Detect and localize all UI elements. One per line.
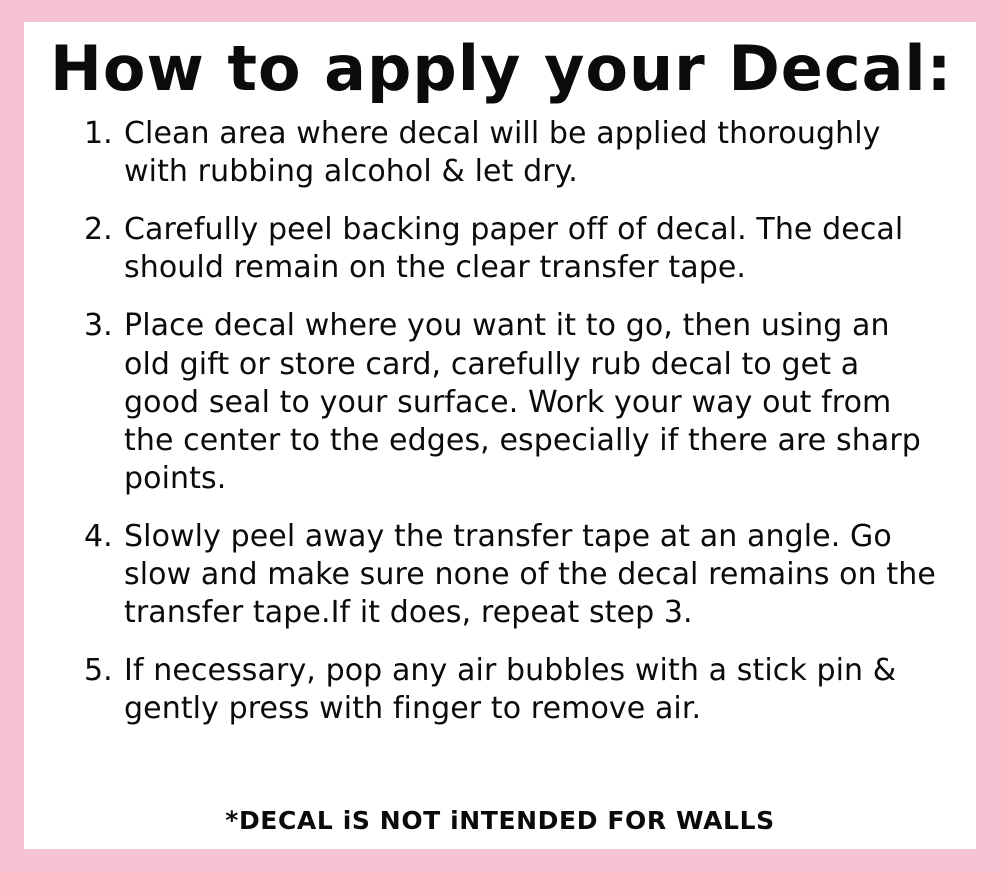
list-item bbox=[84, 211, 942, 287]
step-text: Carefully peel backing paper off of decal. The decal should remain on the clear transfer tape. bbox=[124, 212, 904, 286]
step-number: 1. bbox=[84, 116, 113, 152]
list-item bbox=[84, 307, 942, 497]
step-text: Place decal where you want it to go, then using an old gift or store card, carefully rub decal to get a good seal to your surface. Work your way out from the center to the edges, especially if there are sharp points. bbox=[124, 308, 921, 496]
page-title: How to apply your Decal: bbox=[50, 32, 953, 105]
instruction-card bbox=[24, 22, 976, 849]
list-item bbox=[84, 115, 942, 191]
step-number: 5. bbox=[84, 653, 113, 689]
footnote: *DECAL iS NOT iNTENDED FOR WALLS bbox=[225, 806, 775, 835]
list-item bbox=[84, 652, 942, 728]
step-number: 3. bbox=[84, 308, 113, 344]
step-number: 2. bbox=[84, 212, 113, 248]
steps-list bbox=[50, 115, 950, 804]
step-number: 4. bbox=[84, 518, 113, 554]
step-text: Slowly peel away the transfer tape at an angle. Go slow and make sure none of the decal remains on the transfer tape.If it does, repeat step 3. bbox=[124, 518, 936, 631]
list-item bbox=[84, 518, 942, 632]
step-text: If necessary, pop any air bubbles with a stick pin & gently press with finger to remove air. bbox=[124, 653, 897, 727]
step-text: Clean area where decal will be applied thoroughly with rubbing alcohol & let dry. bbox=[124, 116, 881, 190]
